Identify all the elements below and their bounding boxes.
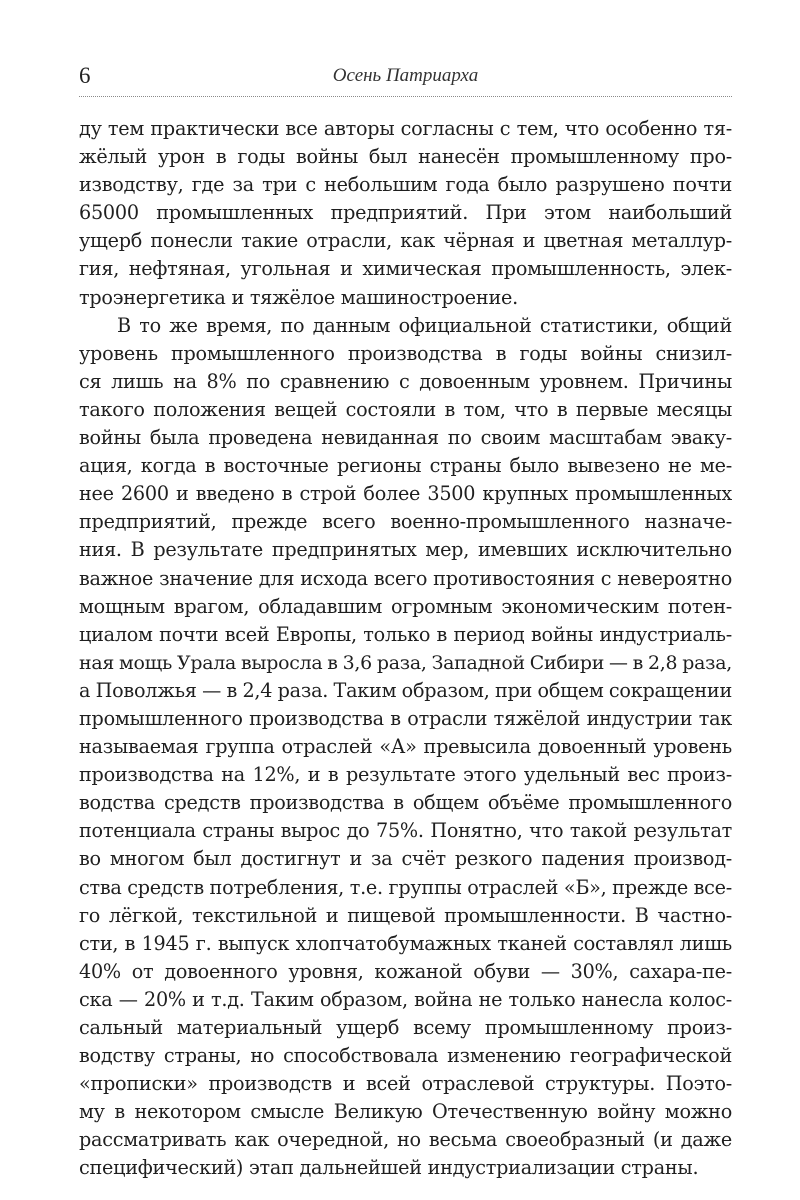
text-line: изводству, где за три с небольшим года было разрушено почти	[79, 173, 732, 197]
text-line: циалом почти всей Европы, только в период войны индустриаль-	[79, 622, 732, 646]
text-line: «прописки» производств и всей отраслевой структуры. Поэто-	[79, 1072, 732, 1096]
text-line: такого положения вещей состояли в том, что в первые месяцы	[79, 397, 732, 421]
text-line: мощным врагом, обладавшим огромным экономическим потен-	[79, 594, 732, 618]
running-head	[79, 62, 732, 92]
text-line: рассматривать как очередной, но весьма своеобразный (и даже	[79, 1128, 732, 1152]
text-line: специфический) этап дальнейшей индустриализации страны.	[79, 1156, 699, 1180]
text-line: а Поволжья — в 2,4 раза. Таким образом, при общем сокращении	[79, 678, 732, 702]
text-line: нее 2600 и введено в строй более 3500 крупных промышленных	[79, 482, 732, 506]
text-line: водству страны, но способствовала изменению географической	[79, 1044, 732, 1068]
text-line: во многом был достигнут и за счёт резкого падения производ-	[79, 847, 732, 871]
text-line: ся лишь на 8% по сравнению с довоенным уровнем. Причины	[79, 369, 732, 393]
header-dotted-rule	[79, 96, 732, 97]
page-number: 6	[79, 63, 91, 88]
text-line: ства средств потребления, т.е. группы отраслей «Б», прежде все-	[79, 875, 732, 899]
text-line: ду тем практически все авторы согласны с тем, что особенно тя-	[79, 117, 732, 140]
text-line: 65000 промышленных предприятий. При этом наибольший	[79, 201, 732, 225]
text-line: водства средств производства в общем объёме промышленного	[79, 791, 732, 815]
text-line: гия, нефтяная, угольная и химическая промышленность, элек-	[79, 257, 732, 281]
text-line: уровень промышленного производства в годы войны снизил-	[79, 341, 732, 365]
paragraph-continuation	[79, 115, 732, 312]
text-line: производства на 12%, и в результате этого удельный вес произ-	[79, 763, 732, 787]
text-line: потенциала страны вырос до 75%. Понятно, что такой результат	[79, 819, 732, 843]
paragraph-main	[79, 312, 732, 1183]
text-line: ния. В результате предпринятых мер, имевших исключительно	[79, 538, 732, 562]
text-line: жёлый урон в годы войны был нанесён промышленному про-	[79, 145, 732, 169]
text-line: ная мощь Урала выросла в 3,6 раза, Западной Сибири — в 2,8 раза,	[79, 651, 732, 674]
text-line: го лёгкой, текстильной и пищевой промышленности. В частно-	[79, 903, 732, 927]
text-line: троэнергетика и тяжёлое машиностроение.	[79, 285, 518, 309]
text-line: ация, когда в восточные регионы страны было вывезено не ме-	[79, 454, 732, 478]
text-line: важное значение для исхода всего противостояния с невероятно	[79, 566, 732, 590]
text-line: ущерб понесли такие отрасли, как чёрная и цветная металлур-	[79, 229, 732, 253]
text-line: сти, в 1945 г. выпуск хлопчатобумажных тканей составлял лишь	[79, 931, 732, 955]
text-line: промышленного производства в отрасли тяжёлой индустрии так	[79, 706, 732, 730]
body-text	[79, 115, 732, 1183]
text-line: войны была проведена невиданная по своим масштабам эваку-	[79, 426, 732, 450]
running-title: Осень Патриарха	[332, 65, 479, 86]
text-line: В то же время, по данным официальной статистики, общий	[117, 313, 732, 337]
text-line: предприятий, прежде всего военно-промышленного назначе-	[79, 510, 732, 534]
text-line: му в некотором смысле Великую Отечественную войну можно	[79, 1100, 732, 1124]
text-line: сальный материальный ущерб всему промышленному произ-	[79, 1016, 732, 1039]
text-line: называемая группа отраслей «А» превысила довоенный уровень	[79, 735, 732, 759]
text-line: ска — 20% и т.д. Таким образом, война не только нанесла колос-	[79, 987, 732, 1011]
text-line: 40% от довоенного уровня, кожаной обуви — 30%, сахара-пе-	[79, 959, 732, 983]
